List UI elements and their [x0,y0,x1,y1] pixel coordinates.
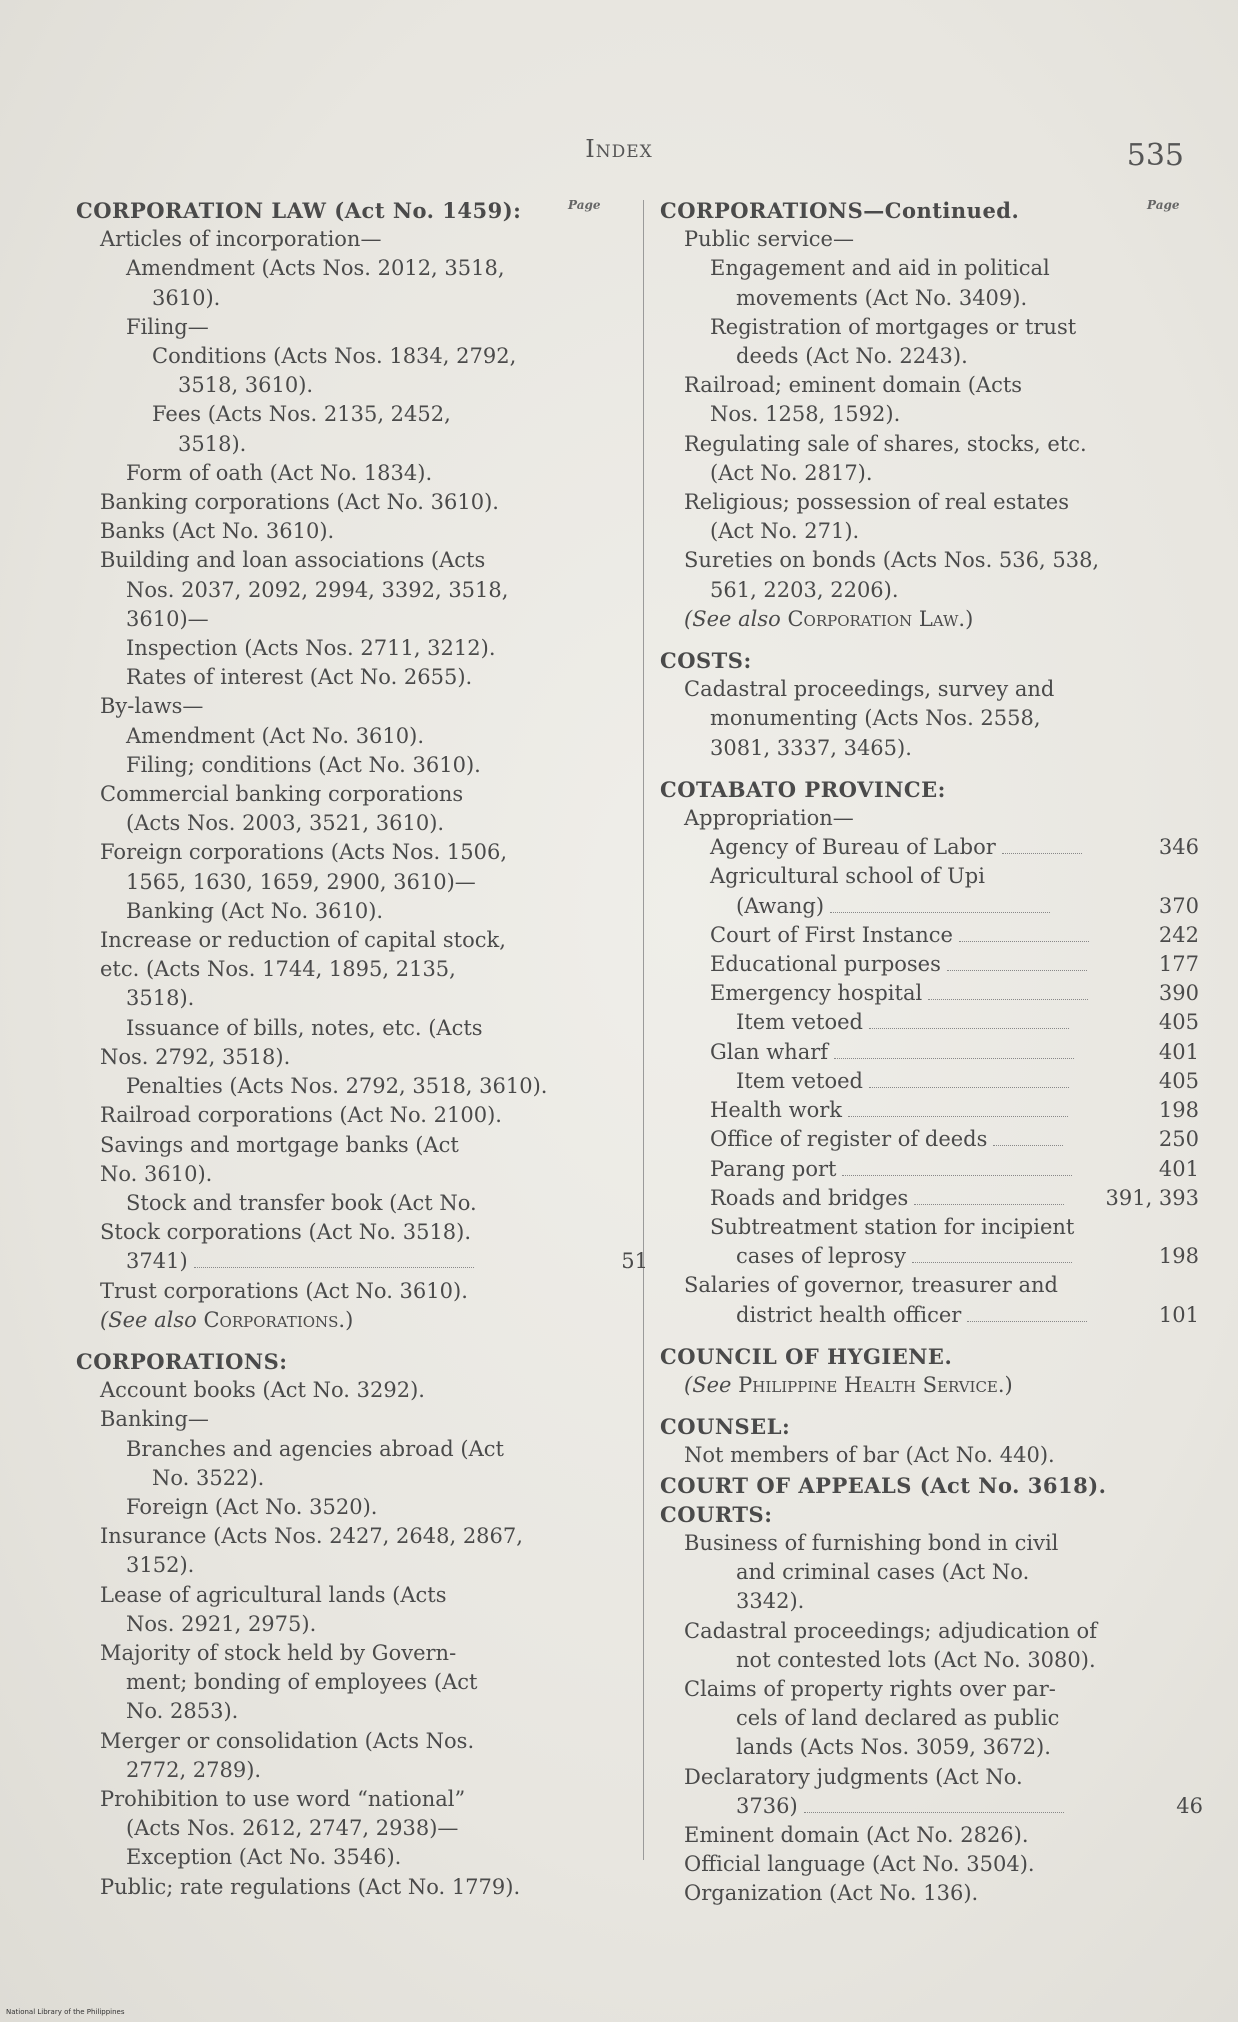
index-entry: Foreign (Act No. 3520). [126,1494,378,1519]
index-entry: Majority of stock held by Govern- [100,1640,457,1665]
page-ref: 370 [1158,893,1199,918]
index-entry: Parang port 401 [660,1155,1195,1184]
index-entry: Business of furnishing bond in civil [684,1530,1059,1555]
index-entry: Penalties (Acts Nos. 2792, 3518, 3610). [126,1074,548,1099]
index-entry: 3610). [152,285,221,310]
index-entry: Organization (Act No. 136). [684,1881,979,1906]
page-ref: 401 [1158,1156,1199,1181]
leader-dots [842,1175,1072,1176]
index-entry: monumenting (Acts Nos. 2558, [710,706,1041,731]
index-entry: Insurance (Acts Nos. 2427, 2648, 2867, [100,1524,523,1549]
scan-footer: National Library of the Philippines [6,2008,125,2016]
leader-dots [804,1812,1064,1813]
leader-dots [1002,853,1082,854]
index-entry: district health officer 101 [660,1301,1195,1330]
index-entry: Conditions (Acts Nos. 1834, 2792, [152,344,517,369]
index-entry: Sureties on bonds (Acts Nos. 536, 538, [684,548,1100,573]
see-also-entry: (See also Corporation Law.) [684,606,974,631]
index-entry: Merger or consolidation (Acts Nos. [100,1728,475,1753]
index-entry: No. 2853). [126,1699,239,1724]
index-heading: CORPORATIONS—Continued. [660,198,1020,223]
leader-dots [959,941,1089,942]
index-entry: Articles of incorporation— [100,227,382,252]
index-entry: cels of land declared as public [736,1706,1060,1731]
page-column-label-right: Page [1147,198,1180,212]
index-entry: Eminent domain (Act No. 2826). [684,1822,1029,1847]
index-entry: Not members of bar (Act No. 440). [684,1443,1055,1468]
index-entry: lands (Acts Nos. 3059, 3672). [736,1735,1051,1760]
index-entry: Item vetoed 405 [660,1067,1195,1096]
index-entry: deeds (Act No. 2243). [736,344,968,369]
index-entry: Foreign corporations (Acts Nos. 1506, [100,840,508,865]
page-ref: 346 [1158,835,1199,860]
index-entry: Increase or reduction of capital stock, [100,928,506,953]
index-entry: Nos. 2037, 2092, 2994, 3392, 3518, [126,577,509,602]
index-heading: CORPORATIONS: [76,1348,288,1374]
index-entry: Nos. 2792, 3518). [100,1044,291,1069]
leader-dots [194,1267,474,1268]
index-entry: Engagement and aid in political [710,256,1050,281]
index-entry: Stock corporations (Act No. 3518). [100,1220,472,1245]
index-entry: Public service— [684,227,854,252]
leader-dots [869,1028,1069,1029]
leader-dots [967,1321,1087,1322]
page-ref: 405 [1158,1068,1199,1093]
index-entry: Filing— [126,314,209,339]
index-entry: Exception (Act No. 3546). [126,1845,402,1870]
index-entry: Educational purposes 177 [660,950,1195,979]
page-column-label-left: Page [568,198,601,212]
index-entry: ment; bonding of employees (Act [126,1670,478,1695]
leader-dots [912,1262,1072,1263]
index-heading: COUNCIL OF HYGIENE. [660,1343,953,1369]
index-entry: Office of register of deeds 250 [660,1125,1195,1154]
index-entry: etc. (Acts Nos. 1744, 1895, 2135, [100,957,456,982]
index-entry: Trust corporations (Act No. 3610). [100,1278,468,1303]
index-entry: Agency of Bureau of Labor 346 [660,833,1195,862]
index-entry: Fees (Acts Nos. 2135, 2452, [152,402,451,427]
index-entry: Filing; conditions (Act No. 3610). [126,752,481,777]
index-entry: Banks (Act No. 3610). [100,519,335,544]
leader-dots [830,912,1050,913]
index-entry: Issuance of bills, notes, etc. (Acts [126,1015,483,1040]
index-entry: Declaratory judgments (Act No. [684,1764,1023,1789]
page-ref: 46 [1176,1793,1203,1818]
index-entry: Emergency hospital 390 [660,979,1195,1008]
index-heading: COURT OF APPEALS (Act No. 3618). [660,1472,1107,1498]
page-ref: 401 [1158,1039,1199,1064]
page-ref: 198 [1158,1244,1199,1269]
index-entry: Form of oath (Act No. 1834). [126,460,433,485]
index-heading: COTABATO PROVINCE: [660,776,946,802]
index-entry: 3741) 51 [76,1247,616,1276]
page-ref: 390 [1158,981,1199,1006]
index-entry: Railroad; eminent domain (Acts [684,373,1023,398]
index-entry: Cadastral proceedings; adjudication of [684,1618,1097,1643]
index-entry: Religious; possession of real estates [684,490,1069,515]
index-entry: Regulating sale of shares, stocks, etc. [684,431,1087,456]
index-entry: 2772, 2789). [126,1757,262,1782]
index-entry: 3081, 3337, 3465). [710,735,912,760]
column-divider [643,200,644,1860]
index-entry: Appropriation— [684,806,854,831]
index-entry: (Acts Nos. 2612, 2747, 2938)— [126,1816,459,1841]
index-entry: Item vetoed 405 [660,1008,1195,1037]
index-entry: Banking— [100,1407,209,1432]
index-entry: (Act No. 271). [710,519,860,544]
index-entry: Account books (Act No. 3292). [100,1378,425,1403]
index-entry: Banking (Act No. 3610). [126,898,384,923]
leader-dots [993,1145,1063,1146]
left-column [76,196,648,1902]
index-entry: 3736) 46 [660,1792,1195,1821]
index-entry: Registration of mortgages or trust [710,314,1077,339]
right-column [660,196,1203,1909]
leader-dots [848,1116,1068,1117]
index-entry: (Acts Nos. 2003, 3521, 3610). [126,811,445,836]
index-entry: Public; rate regulations (Act No. 1779). [100,1874,521,1899]
index-entry: (Act No. 2817). [710,460,873,485]
index-heading: COUNSEL: [660,1414,791,1440]
index-heading: CORPORATION LAW (Act No. 1459): [76,198,522,223]
index-entry: Prohibition to use word “national” [100,1786,466,1811]
leader-dots [834,1058,1074,1059]
page-ref: 250 [1158,1127,1199,1152]
index-entry: Commercial banking corporations [100,782,464,807]
index-entry: 3342). [736,1589,805,1614]
index-entry: Branches and agencies abroad (Act [126,1436,504,1461]
index-entry: and criminal cases (Act No. [736,1560,1030,1585]
page-ref: 51 [621,1249,648,1274]
index-entry: Glan wharf 401 [660,1038,1195,1067]
index-entry: Claims of property rights over par- [684,1676,1056,1701]
index-entry: Agricultural school of Upi [710,864,985,889]
index-entry: By-laws— [100,694,204,719]
index-entry: Lease of agricultural lands (Acts [100,1582,447,1607]
index-entry: 3518). [178,431,247,456]
index-entry: Amendment (Act No. 3610). [126,723,424,748]
index-entry: Nos. 2921, 2975). [126,1611,317,1636]
page-ref: 177 [1158,952,1199,977]
index-entry: Building and loan associations (Acts [100,548,486,573]
index-entry: 3518, 3610). [178,373,314,398]
index-entry: Nos. 1258, 1592). [710,402,901,427]
index-entry: Savings and mortgage banks (Act [100,1132,459,1157]
index-entry: Stock and transfer book (Act No. [126,1190,477,1215]
index-entry: Banking corporations (Act No. 3610). [100,490,499,515]
leader-dots [928,999,1088,1000]
index-entry: Cadastral proceedings, survey and [684,677,1055,702]
index-entry: Health work 198 [660,1096,1195,1125]
index-entry: 3610)— [126,606,209,631]
index-entry: cases of leprosy 198 [660,1242,1195,1271]
page-ref: 101 [1158,1302,1199,1327]
index-entry: 3152). [126,1553,195,1578]
leader-dots [914,1204,1064,1205]
index-entry: Subtreatment station for incipient [710,1214,1075,1239]
index-entry: Court of First Instance 242 [660,921,1195,950]
index-entry: 1565, 1630, 1659, 2900, 3610)— [126,869,476,894]
index-entry: Railroad corporations (Act No. 2100). [100,1103,502,1128]
page-ref: 242 [1158,922,1199,947]
index-entry: Official language (Act No. 3504). [684,1852,1035,1877]
index-entry: 561, 2203, 2206). [710,577,899,602]
index-entry: Salaries of governor, treasurer and [684,1273,1058,1298]
page-ref: 198 [1158,1098,1199,1123]
page-number: 535 [1126,138,1184,173]
index-entry: No. 3610). [100,1161,213,1186]
index-entry: Inspection (Acts Nos. 2711, 3212). [126,636,496,661]
index-entry: Roads and bridges 391, 393 [660,1184,1195,1213]
see-also-entry: (See Philippine Health Service.) [684,1372,1013,1397]
index-entry: 3518). [126,986,195,1011]
page-ref: 391, 393 [1105,1185,1199,1210]
index-heading: COURTS: [660,1501,773,1527]
index-entry: No. 3522). [152,1465,265,1490]
leader-dots [869,1087,1069,1088]
index-heading: COSTS: [660,648,752,674]
index-entry: not contested lots (Act No. 3080). [736,1647,1096,1672]
index-entry: movements (Act No. 3409). [736,285,1028,310]
page-ref: 405 [1158,1010,1199,1035]
running-header: Index [585,135,653,163]
leader-dots [947,970,1087,971]
see-also-entry: (See also Corporations.) [100,1307,354,1332]
index-entry: (Awang) 370 [660,892,1195,921]
index-entry: Amendment (Acts Nos. 2012, 3518, [126,256,505,281]
index-entry: Rates of interest (Act No. 2655). [126,665,473,690]
